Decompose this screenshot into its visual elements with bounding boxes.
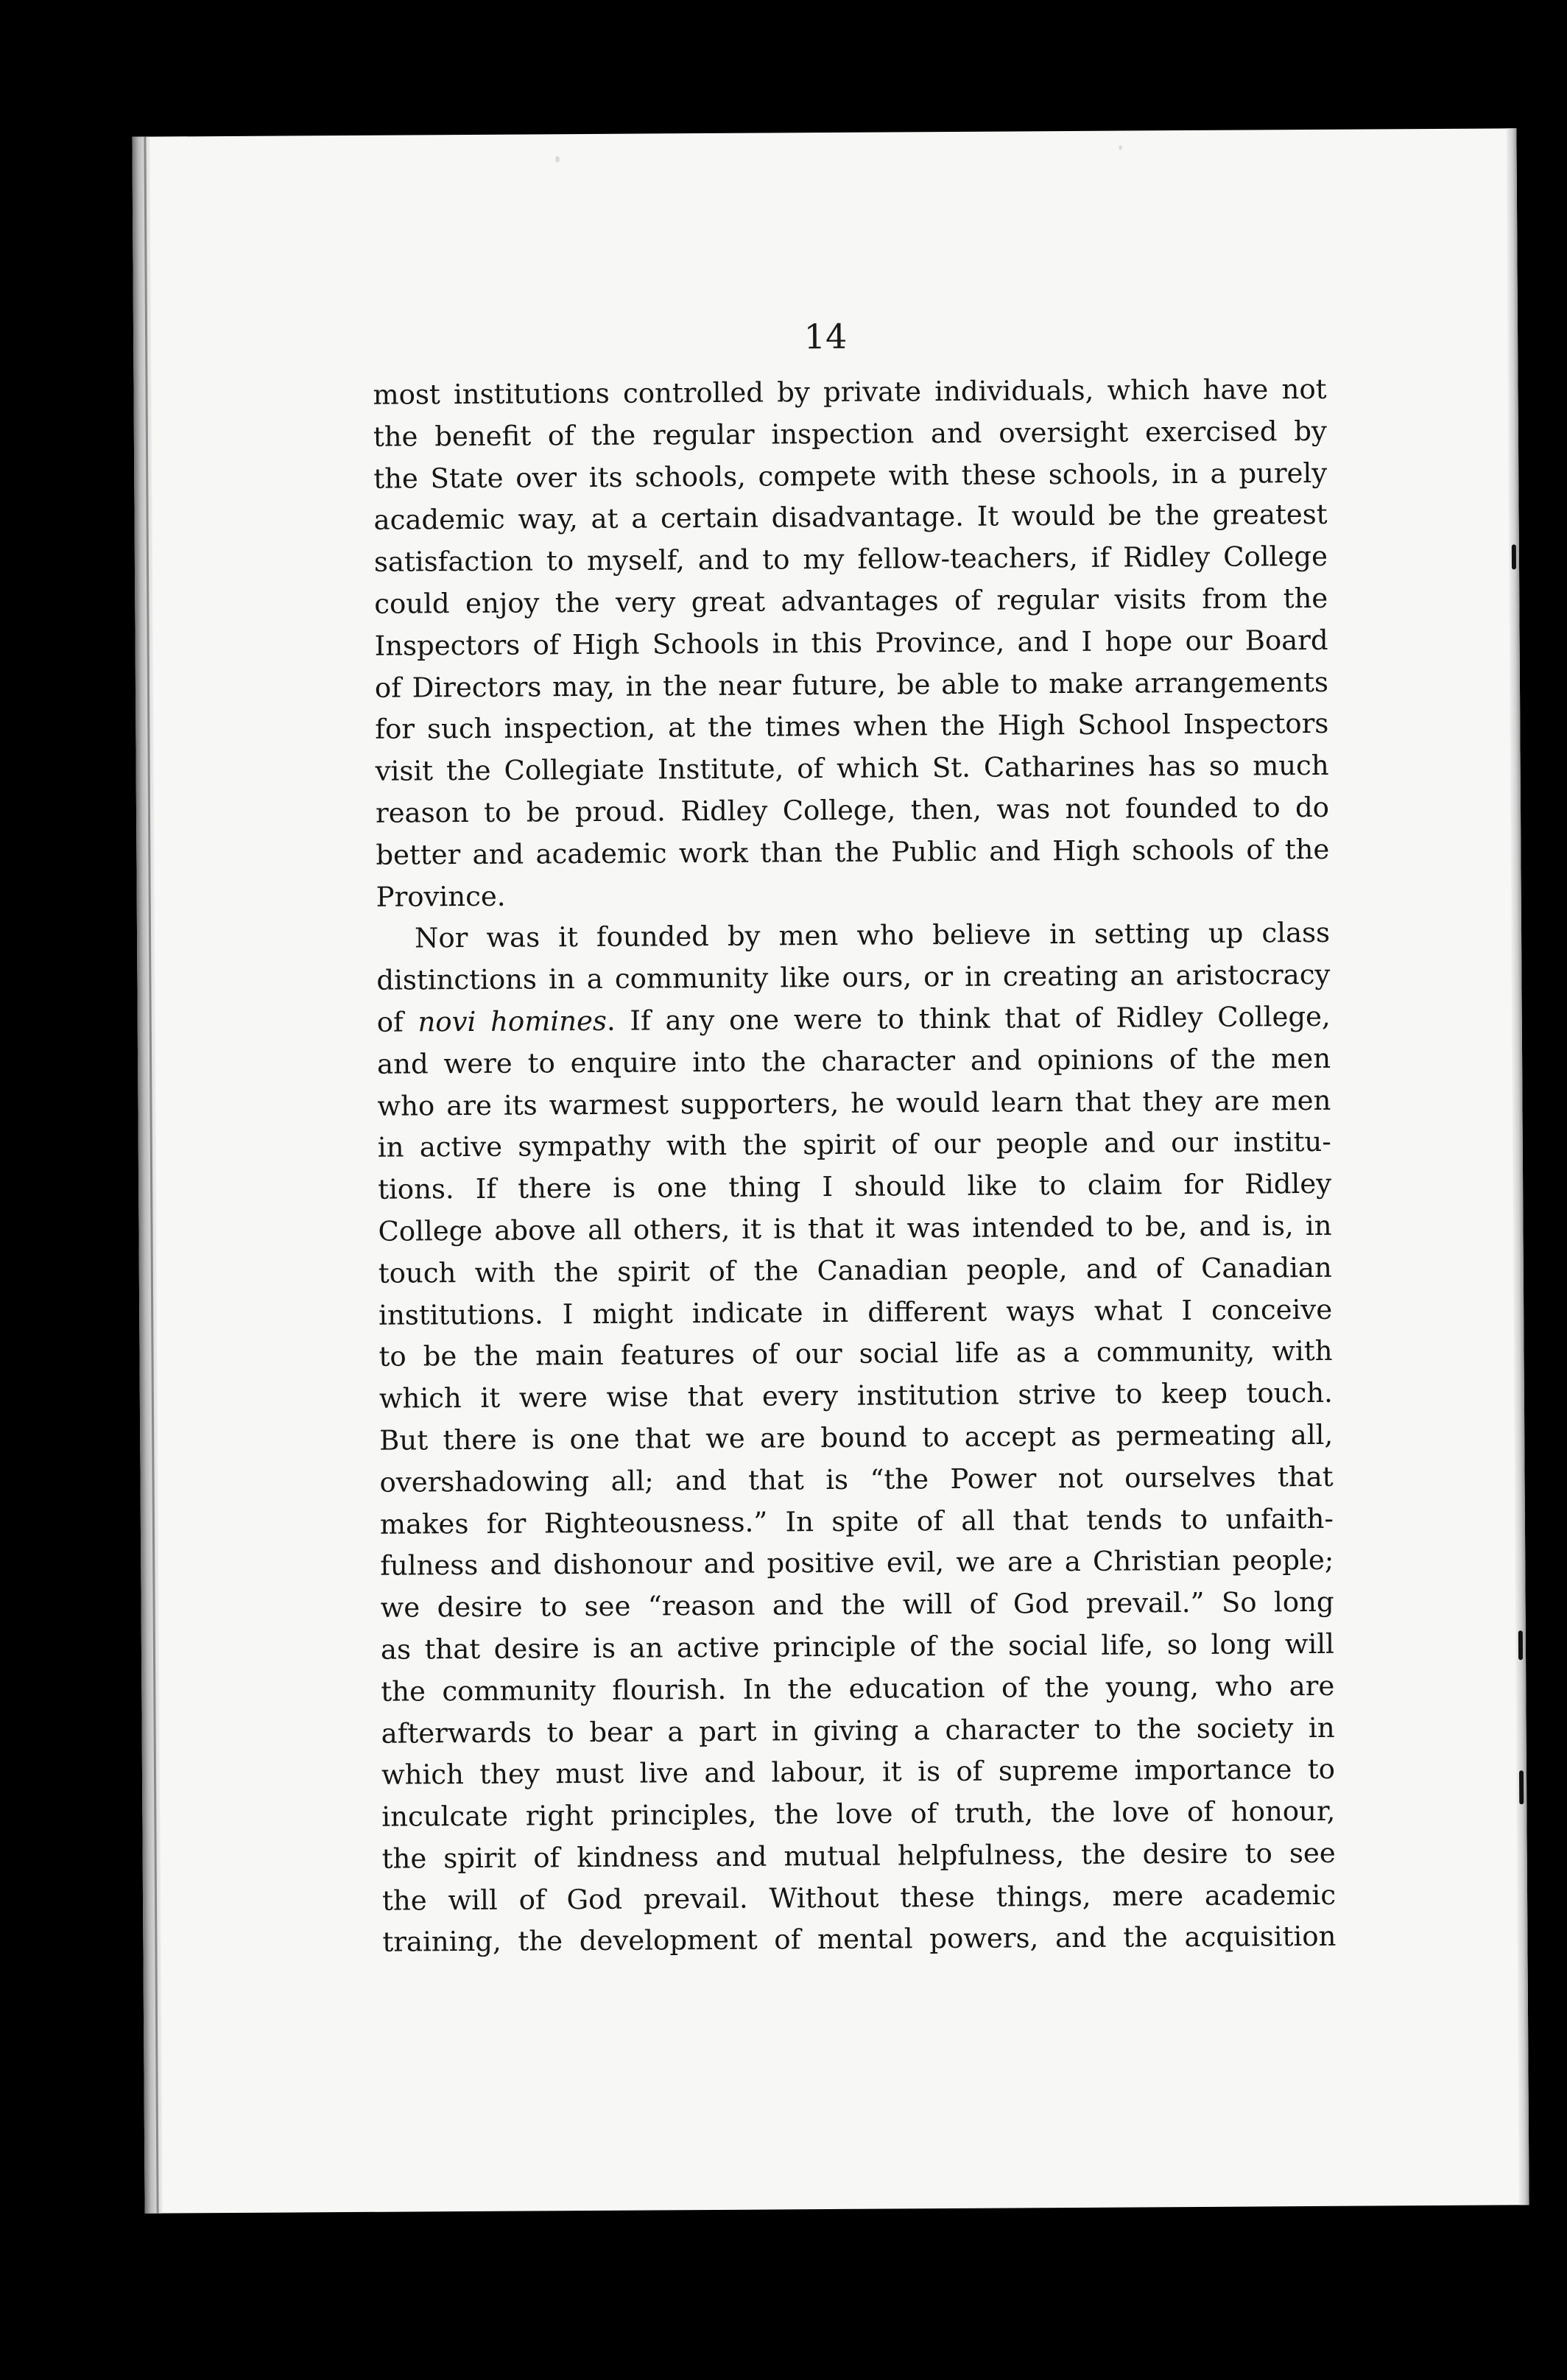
text-line: Province. bbox=[376, 880, 506, 913]
text-line: most institutions controlled by private individuals, which have not bbox=[373, 373, 1327, 411]
text-line: the community flourish. In the education of the young, who are bbox=[381, 1669, 1335, 1708]
text-line: touch with the spirit of the Canadian people, and of Canadian bbox=[378, 1251, 1332, 1289]
page-right-edge bbox=[1506, 128, 1529, 2205]
edge-tab-mark bbox=[1519, 1770, 1524, 1804]
text-line: institutions. I might indicate in different ways what I conceive bbox=[378, 1293, 1333, 1331]
text-line: Nor was it founded by men who believe in setting up class bbox=[414, 917, 1331, 954]
text-line: fulness and dishonour and positive evil, we are a Christian people; bbox=[380, 1544, 1334, 1582]
text-line: afterwards to bear a part in giving a character to the society in bbox=[381, 1711, 1335, 1750]
text-line: which it were wise that every institution strive to keep touch. bbox=[378, 1376, 1333, 1415]
text-line: makes for Righteousness.” In spite of all that tends to unfaith- bbox=[379, 1502, 1334, 1541]
text-line: of Directors may, in the near future, be able to make arrangements bbox=[374, 666, 1329, 704]
paper-speck bbox=[556, 156, 560, 162]
paper-speck bbox=[1119, 146, 1122, 150]
text-line: the spirit of kindness and mutual helpfulness, the desire to see bbox=[381, 1837, 1336, 1875]
body-text bbox=[373, 369, 1336, 1964]
text-line: But there is one that we are bound to accept as permeating all, bbox=[379, 1418, 1334, 1457]
text-line: who are its warmest supporters, he would learn that they are men bbox=[377, 1084, 1331, 1122]
text-line: inculcate right principles, the love of truth, the love of honour, bbox=[381, 1795, 1336, 1833]
text-line: which they must live and labour, it is of supreme importance to bbox=[381, 1753, 1336, 1792]
edge-tab-mark bbox=[1518, 1630, 1523, 1660]
page-number: 14 bbox=[803, 316, 848, 357]
text-line: distinctions in a community like ours, or in creating an aristocracy bbox=[376, 959, 1331, 996]
text-line: academic way, at a certain disadvantage. It would be the greatest bbox=[373, 499, 1328, 537]
text-line: better and academic work than the Public and High schools of the bbox=[376, 833, 1330, 871]
text-line: as that desire is an active principle of the social life, so long will bbox=[380, 1627, 1335, 1666]
text-line: visit the Collegiate Institute, of which St. Catharines has so much bbox=[375, 750, 1329, 787]
book-page bbox=[132, 128, 1529, 2213]
paragraph bbox=[373, 369, 1329, 918]
text-line: to be the main features of our social life as a community, with bbox=[378, 1335, 1333, 1373]
text-line: in active sympathy with the spirit of our people and our institu- bbox=[377, 1126, 1331, 1164]
text-line: tions. If there is one thing I should like to claim for Ridley bbox=[378, 1167, 1332, 1205]
edge-tab-mark bbox=[1512, 544, 1516, 569]
text-line: satisfaction to myself, and to my fellow-teachers, if Ridley College bbox=[373, 541, 1328, 578]
text-line: overshadowing all; and that is “the Power not ourselves that bbox=[379, 1460, 1334, 1499]
text-line: the benefit of the regular inspection and oversight exercised by bbox=[373, 415, 1328, 453]
text-line: training, the development of mental powers, and the acquisition bbox=[382, 1920, 1337, 1959]
paragraph bbox=[376, 912, 1337, 1964]
text-line: for such inspection, at the times when the High School Inspectors bbox=[375, 708, 1329, 746]
text-line: we desire to see “reason and the will of God prevail.” So long bbox=[380, 1585, 1334, 1624]
text-line: the will of God prevail. Without these things, mere academic bbox=[381, 1879, 1337, 1917]
italic-phrase: novi homines bbox=[418, 1004, 608, 1038]
text-line: the State over its schools, compete with these schools, in a purely bbox=[373, 457, 1328, 495]
text-line: Inspectors of High Schools in this Province, and I hope our Board bbox=[374, 624, 1328, 662]
text-line: and were to enquire into the character and opinions of the men bbox=[376, 1042, 1331, 1080]
text-line: of novi homines. If any one were to think that of Ridley College, bbox=[376, 1000, 1331, 1038]
text-line: College above all others, it is that it was intended to be, and is, in bbox=[378, 1209, 1332, 1247]
text-line: could enjoy the very great advantages of regular visits from the bbox=[374, 582, 1328, 620]
text-line: reason to be proud. Ridley College, then, was not founded to do bbox=[375, 791, 1330, 829]
